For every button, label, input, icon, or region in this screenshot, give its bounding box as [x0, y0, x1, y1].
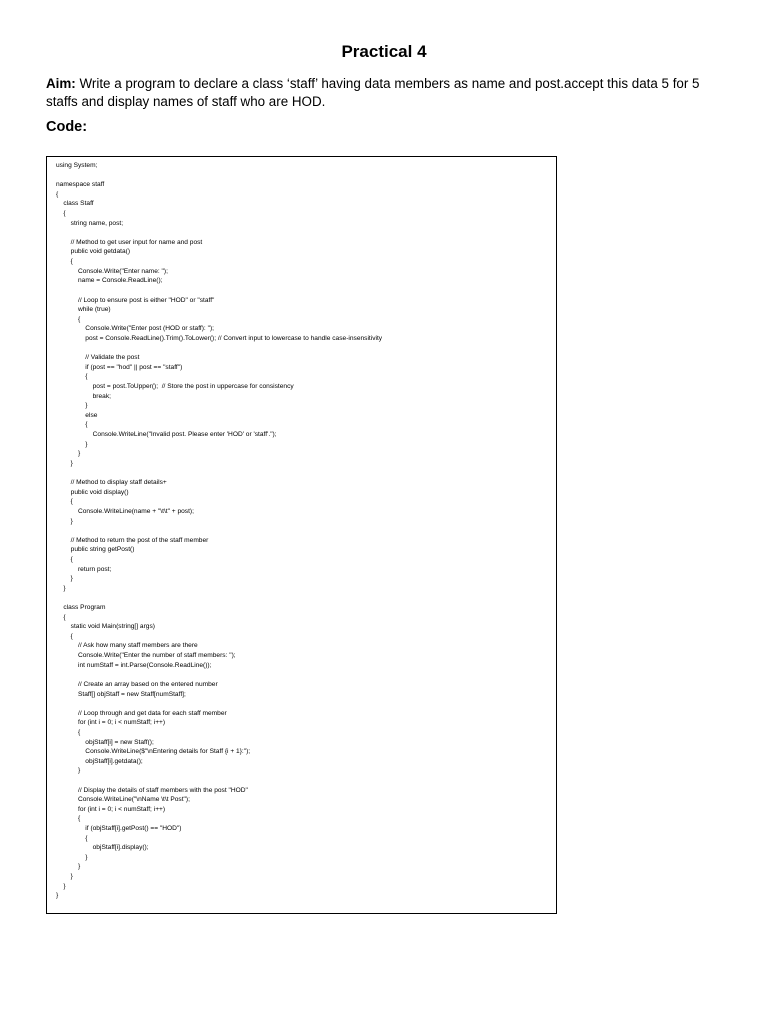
code-line: } — [56, 853, 88, 861]
aim-label: Aim: — [46, 76, 76, 91]
code-line — [56, 526, 382, 536]
code-line: } — [56, 584, 66, 592]
code-line: break; — [56, 392, 111, 400]
code-line: public void display() — [56, 488, 129, 496]
code-line: } — [56, 863, 81, 871]
code-line — [56, 776, 382, 786]
code-line: while (true) — [56, 306, 111, 314]
code-line: objStaff[i].display(); — [56, 844, 149, 852]
code-line: Console.WriteLine("Invalid post. Please enter 'HOD' or 'staff'."); — [56, 431, 277, 439]
code-line: { — [56, 315, 81, 323]
code-line: // Method to return the post of the staff member — [56, 536, 209, 544]
code-line: { — [56, 815, 81, 823]
code-line: { — [56, 373, 88, 381]
code-line: { — [56, 632, 73, 640]
code-line: { — [56, 498, 73, 506]
code-line — [56, 228, 382, 238]
code-line: using System; — [56, 162, 98, 169]
code-line: // Create an array based on the entered number — [56, 680, 218, 688]
code-line: Console.Write("Enter post (HOD or staff): "); — [56, 325, 214, 333]
code-line — [56, 670, 382, 680]
code-heading: Code: — [46, 119, 88, 135]
code-line: } — [56, 517, 73, 525]
code-listing — [56, 161, 382, 901]
code-line: int numStaff = int.Parse(Console.ReadLine()); — [56, 661, 212, 669]
code-line: { — [56, 210, 66, 218]
code-line: string name, post; — [56, 219, 124, 227]
code-line — [56, 171, 382, 181]
code-line: Console.Write("Enter name: "); — [56, 267, 168, 275]
code-line — [56, 469, 382, 479]
code-line: // Method to get user input for name and post — [56, 238, 203, 246]
code-line: for (int i = 0; i < numStaff; i++) — [56, 719, 166, 727]
code-line: for (int i = 0; i < numStaff; i++) — [56, 805, 166, 813]
code-line: class Staff — [56, 200, 94, 208]
code-line: } — [56, 459, 73, 467]
code-line — [56, 344, 382, 354]
code-box — [46, 156, 557, 914]
aim-text: Write a program to declare a class ‘staff’ having data members as name and post.accept this data 5 for 5 staffs and display names of staff who are HOD. — [46, 76, 700, 109]
code-line: public string getPost() — [56, 546, 135, 554]
code-line: } — [56, 575, 73, 583]
code-line: objStaff[i] = new Staff(); — [56, 738, 154, 746]
code-line: { — [56, 421, 88, 429]
code-line: if (objStaff[i].getPost() == "HOD") — [56, 825, 182, 833]
code-line: if (post == "hod" || post == "staff") — [56, 363, 183, 371]
aim-paragraph — [46, 75, 726, 111]
code-line: { — [56, 613, 66, 621]
code-line: } — [56, 892, 59, 900]
code-line: Console.WriteLine("\nName \t\t Post"); — [56, 796, 190, 804]
code-line: { — [56, 190, 59, 198]
code-line: // Method to display staff details+ — [56, 479, 167, 487]
code-line: else — [56, 411, 98, 419]
code-line: Console.WriteLine(name + "\t\t" + post); — [56, 507, 194, 515]
code-line: } — [56, 402, 88, 410]
code-line: } — [56, 767, 81, 775]
code-line: Console.Write("Enter the number of staff members: "); — [56, 652, 236, 660]
code-line: { — [56, 258, 73, 266]
code-line: return post; — [56, 565, 112, 573]
code-line: // Loop through and get data for each staff member — [56, 709, 227, 717]
code-line: // Ask how many staff members are there — [56, 642, 198, 650]
page-title: Practical 4 — [341, 42, 427, 61]
code-line: objStaff[i].getdata(); — [56, 757, 143, 765]
code-line: public void getdata() — [56, 248, 131, 256]
code-line: } — [56, 882, 66, 890]
code-line: class Program — [56, 604, 106, 612]
code-line: } — [56, 873, 73, 881]
code-line: name = Console.ReadLine(); — [56, 277, 163, 285]
code-line: } — [56, 440, 88, 448]
code-line — [56, 699, 382, 709]
code-line: { — [56, 555, 73, 563]
code-line: post = Console.ReadLine().Trim().ToLower(); // Convert input to lowercase to handle case-insensitivity — [56, 334, 383, 342]
code-line — [56, 593, 382, 603]
code-line: Staff[] objStaff = new Staff[numStaff]; — [56, 690, 186, 698]
code-line: static void Main(string[] args) — [56, 623, 155, 631]
code-line: post = post.ToUpper(); // Store the post in uppercase for consistency — [56, 383, 294, 391]
code-line: { — [56, 834, 88, 842]
code-line: { — [56, 728, 81, 736]
code-line: // Validate the post — [56, 354, 140, 362]
code-line — [56, 286, 382, 296]
code-line: Console.WriteLine($"\nEntering details for Staff {i + 1}:"); — [56, 748, 251, 756]
code-line: namespace staff — [56, 181, 105, 189]
code-line: // Display the details of staff members with the post "HOD" — [56, 786, 248, 794]
code-line: // Loop to ensure post is either "HOD" or "staff" — [56, 296, 215, 304]
code-line: } — [56, 450, 81, 458]
